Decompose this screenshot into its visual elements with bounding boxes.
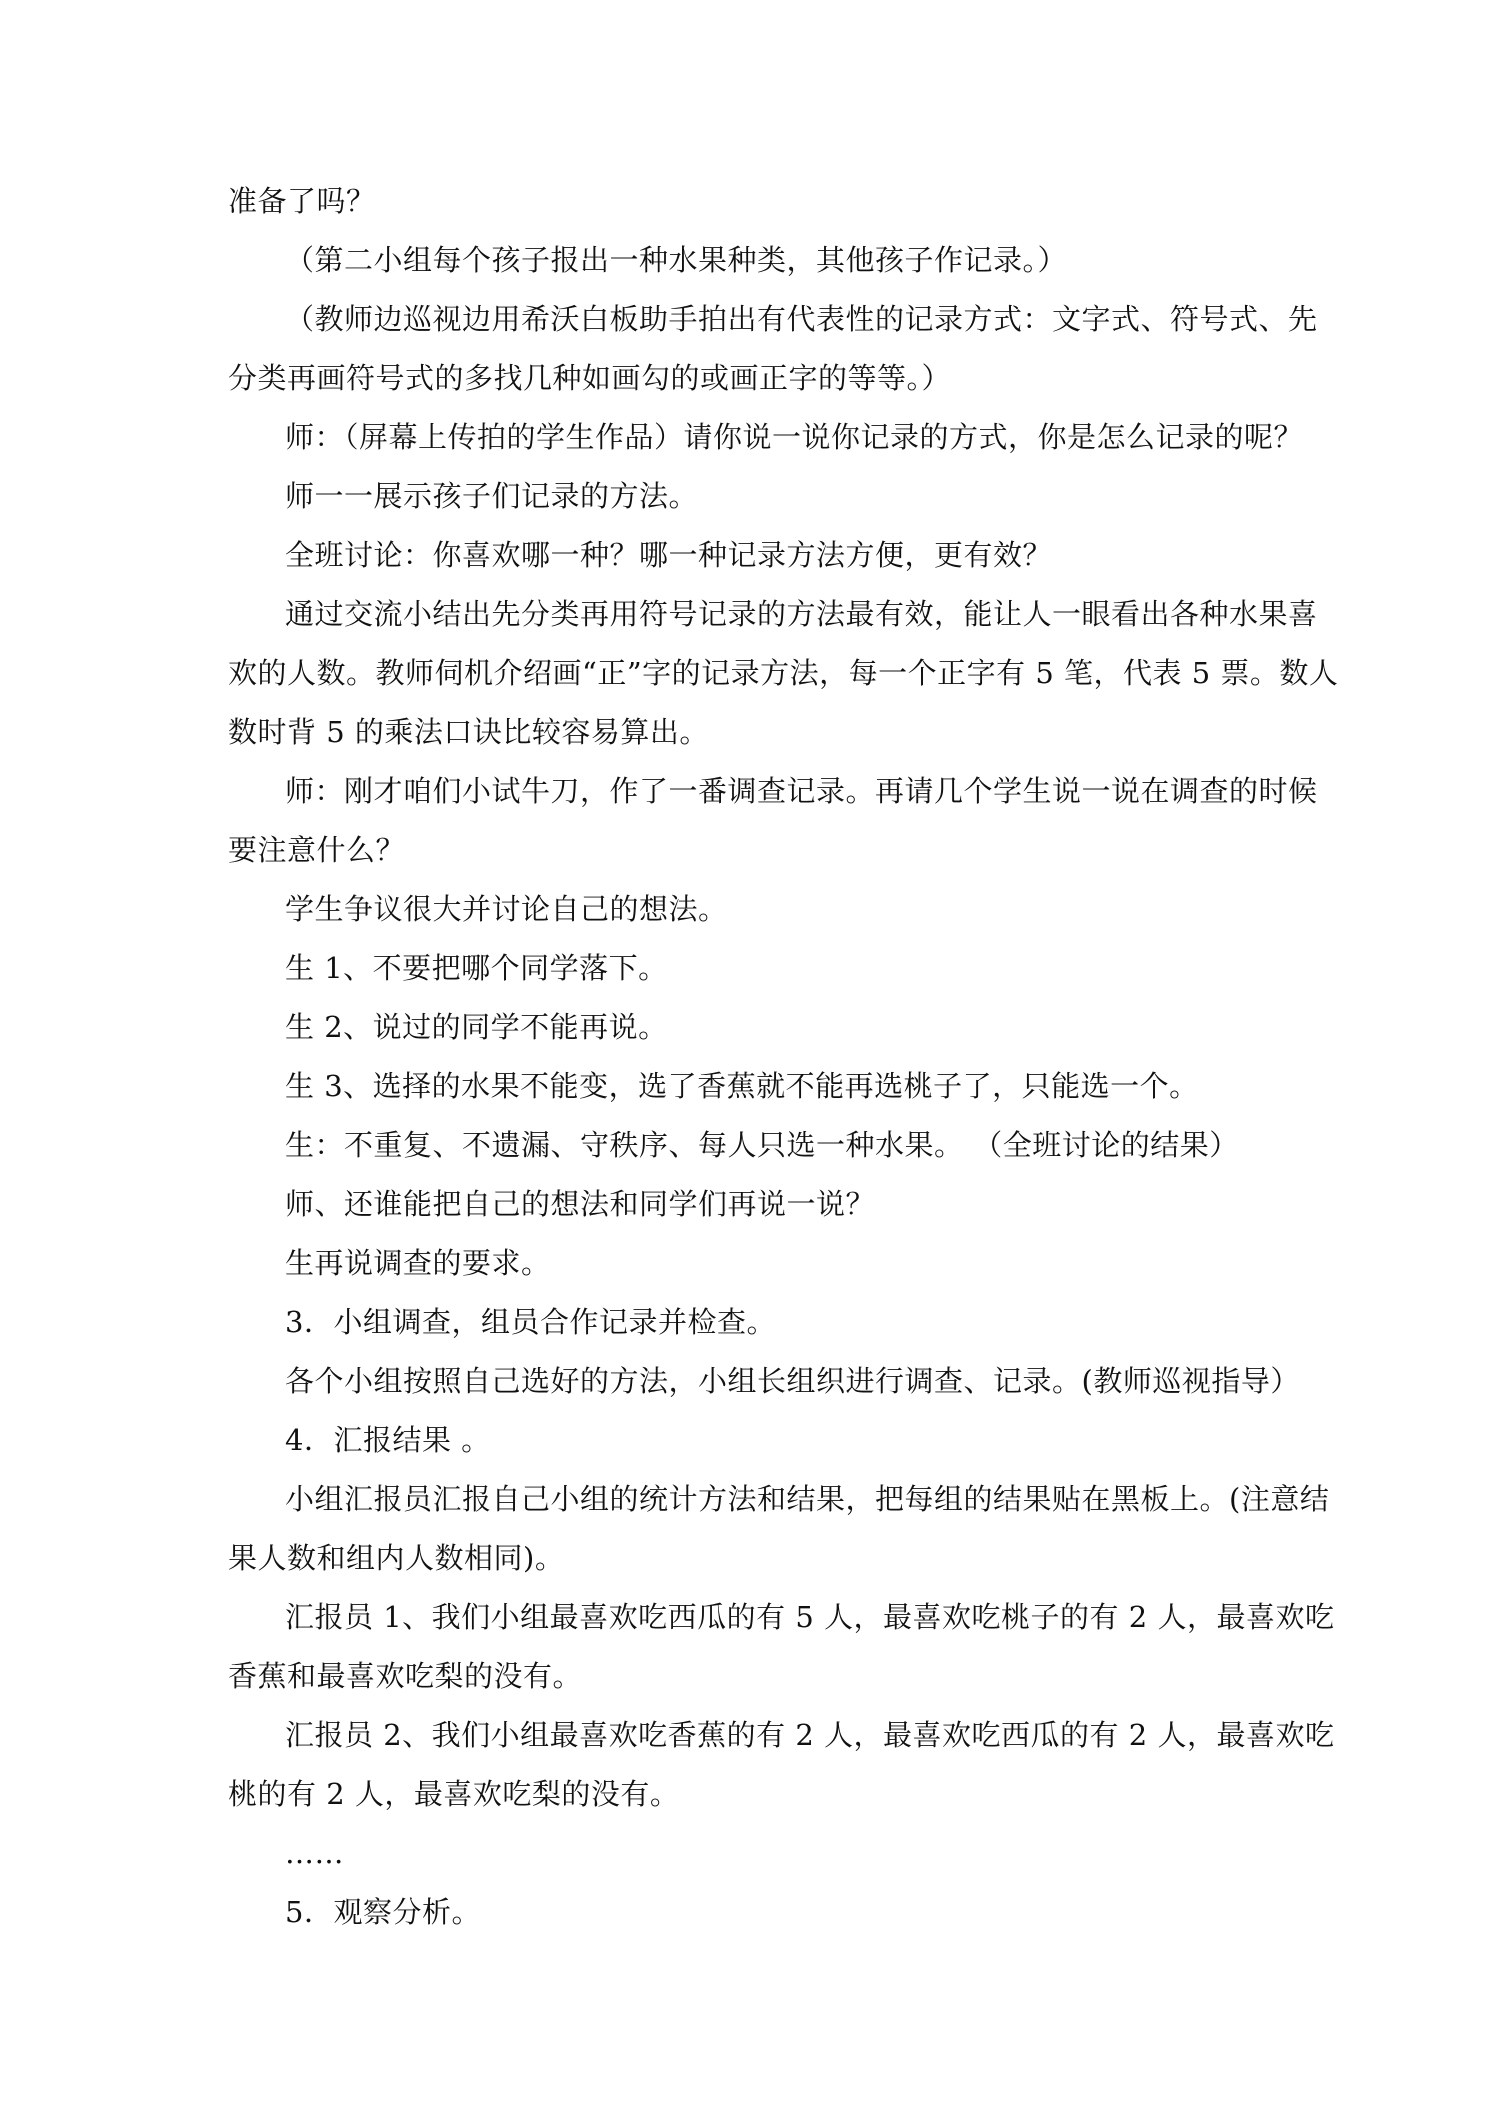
text-line: 各个小组按照自己选好的方法，小组长组织进行调查、记录。(教师巡视指导）	[285, 1364, 1300, 1398]
text-line: 欢的人数。教师伺机介绍画“正”字的记录方法，每一个正字有 5 笔，代表 5 票。数人	[228, 656, 1339, 690]
text-line: 生：不重复、不遗漏、守秩序、每人只选一种水果。 （全班讨论的结果）	[285, 1128, 1239, 1162]
text-line: 要注意什么？	[228, 833, 406, 867]
text-line: 3．小组调查，组员合作记录并检查。	[285, 1305, 776, 1339]
text-line: 汇报员 1、我们小组最喜欢吃西瓜的有 5 人，最喜欢吃桃子的有 2 人，最喜欢吃	[285, 1600, 1335, 1634]
text-line: 4．汇报结果 。	[285, 1423, 491, 1457]
text-line: 师、还谁能把自己的想法和同学们再说一说？	[285, 1187, 876, 1221]
text-line: （教师边巡视边用希沃白板助手拍出有代表性的记录方式：文字式、符号式、先	[285, 302, 1318, 336]
text-line: 汇报员 2、我们小组最喜欢吃香蕉的有 2 人，最喜欢吃西瓜的有 2 人，最喜欢吃	[285, 1718, 1335, 1752]
text-line: 师：（屏幕上传拍的学生作品）请你说一说你记录的方式，你是怎么记录的呢？	[285, 420, 1304, 454]
text-line: 准备了吗？	[228, 184, 376, 218]
text-line: 学生争议很大并讨论自己的想法。	[285, 892, 728, 926]
text-line: 全班讨论：你喜欢哪一种？哪一种记录方法方便，更有效？	[285, 538, 1053, 572]
text-line: （第二小组每个孩子报出一种水果种类，其他孩子作记录。）	[285, 243, 1068, 277]
text-line: 生 2、说过的同学不能再说。	[285, 1010, 668, 1044]
text-line: 生再说调查的要求。	[285, 1246, 551, 1280]
text-line: 数时背 5 的乘法口诀比较容易算出。	[228, 715, 709, 749]
text-line: 果人数和组内人数相同)。	[228, 1541, 565, 1575]
text-line: 通过交流小结出先分类再用符号记录的方法最有效，能让人一眼看出各种水果喜	[285, 597, 1318, 631]
text-line: 师一一展示孩子们记录的方法。	[285, 479, 699, 513]
text-line: 生 3、选择的水果不能变，选了香蕉就不能再选桃子了，只能选一个。	[285, 1069, 1199, 1103]
text-line: 生 1、不要把哪个同学落下。	[285, 951, 668, 985]
text-line: 5．观察分析。	[285, 1895, 481, 1929]
text-line: 分类再画符号式的多找几种如画勾的或画正字的等等。）	[228, 361, 952, 395]
text-line: 小组汇报员汇报自己小组的统计方法和结果，把每组的结果贴在黑板上。(注意结	[285, 1482, 1330, 1516]
text-line: ……	[285, 1836, 344, 1870]
text-line: 桃的有 2 人，最喜欢吃梨的没有。	[228, 1777, 680, 1811]
text-line: 师：刚才咱们小试牛刀，作了一番调查记录。再请几个学生说一说在调查的时候	[285, 774, 1318, 808]
text-line: 香蕉和最喜欢吃梨的没有。	[228, 1659, 583, 1693]
